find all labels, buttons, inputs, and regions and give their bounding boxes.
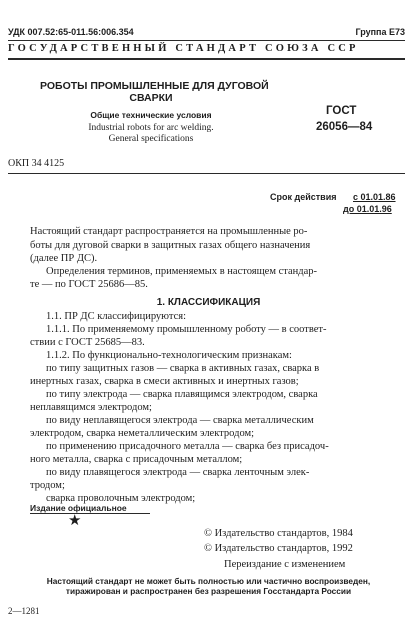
udc-code: УДК 007.52:65-011.56:006.354 — [8, 27, 134, 37]
section-line: тродом; — [30, 480, 65, 491]
section-heading: 1. КЛАССИФИКАЦИЯ — [156, 297, 261, 308]
intro-line-3: (далее ПР ДС). — [30, 253, 98, 264]
section-line: 1.1. ПР ДС классифицируются: — [46, 311, 187, 322]
okp-rule — [8, 173, 405, 174]
validity-label: Срок действия — [270, 192, 337, 202]
section-line: сварка проволочным электродом; — [46, 493, 196, 504]
section-line: по применению присадочного металла — сварка без присадоч- — [46, 441, 329, 452]
copyright-1984: © Издательство стандартов, 1984 — [204, 528, 353, 539]
section-line: инертных газах, сварка в смеси активных и инертных газов; — [30, 376, 299, 387]
page-code: 2—1281 — [8, 606, 40, 616]
okp-code: ОКП 34 4125 — [8, 158, 65, 169]
title-line-2: СВАРКИ — [129, 92, 173, 104]
gost-number: 26056—84 — [316, 121, 373, 133]
reprint-note: Переиздание с изменением — [224, 559, 346, 570]
copyright-notice-2: тиражирован и распространен без разрешения Госстандарта России — [65, 586, 352, 596]
official-rule — [30, 513, 150, 514]
section-line: по виду неплавящегося электрода — сварка металлическим — [46, 415, 314, 426]
section-line: по виду плавящегося электрода — сварка ленточным элек- — [46, 467, 310, 478]
group-code: Группа Е73 — [355, 27, 405, 37]
section-line: по типу защитных газов — сварка в активных газах, сварка в — [46, 363, 320, 374]
intro-line-4: Определения терминов, применяемых в настоящем стандар- — [46, 266, 318, 277]
validity-from: с 01.01.86 — [353, 192, 396, 202]
section-line: по типу электрода — сварка плавящимся электродом, сварка — [46, 389, 318, 400]
star-icon: ★ — [68, 513, 82, 529]
section-line: электродом, сварка неметаллическим электродом; — [30, 428, 255, 439]
section-line: 1.1.2. По функционально-технологическим признакам: — [46, 350, 292, 361]
section-line: ного металла, сварка с присадочным металлом; — [30, 454, 243, 465]
title-english-2: General specifications — [108, 134, 194, 144]
title-subtitle: Общие технические условия — [90, 110, 212, 120]
official-edition: Издание официальное — [30, 503, 127, 513]
validity-to: до 01.01.96 — [343, 204, 392, 214]
header-rule-bottom — [8, 58, 405, 60]
intro-line-1: Настоящий стандарт распространяется на промышленные ро- — [30, 226, 308, 237]
intro-line-2: боты для дуговой сварки в защитных газах общего назначения — [30, 240, 311, 251]
section-line: ствии с ГОСТ 25685—83. — [30, 337, 145, 348]
intro-line-5: те — по ГОСТ 25686—85. — [30, 279, 148, 290]
gost-label: ГОСТ — [326, 105, 357, 117]
header-rule-top — [8, 40, 405, 41]
copyright-notice-1: Настоящий стандарт не может быть полностью или частично воспроизведен, — [46, 576, 371, 586]
title-english-1: Industrial robots for arc welding. — [88, 123, 214, 133]
copyright-1992: © Издательство стандартов, 1992 — [204, 543, 353, 554]
section-line: неплавящимся электродом; — [30, 402, 152, 413]
standard-banner: ГОСУДАРСТВЕННЫЙ СТАНДАРТ СОЮЗА ССР — [8, 43, 359, 54]
title-line-1: РОБОТЫ ПРОМЫШЛЕННЫЕ ДЛЯ ДУГОВОЙ — [40, 80, 269, 92]
section-line: 1.1.1. По применяемому промышленному роботу — в соответ- — [46, 324, 327, 335]
